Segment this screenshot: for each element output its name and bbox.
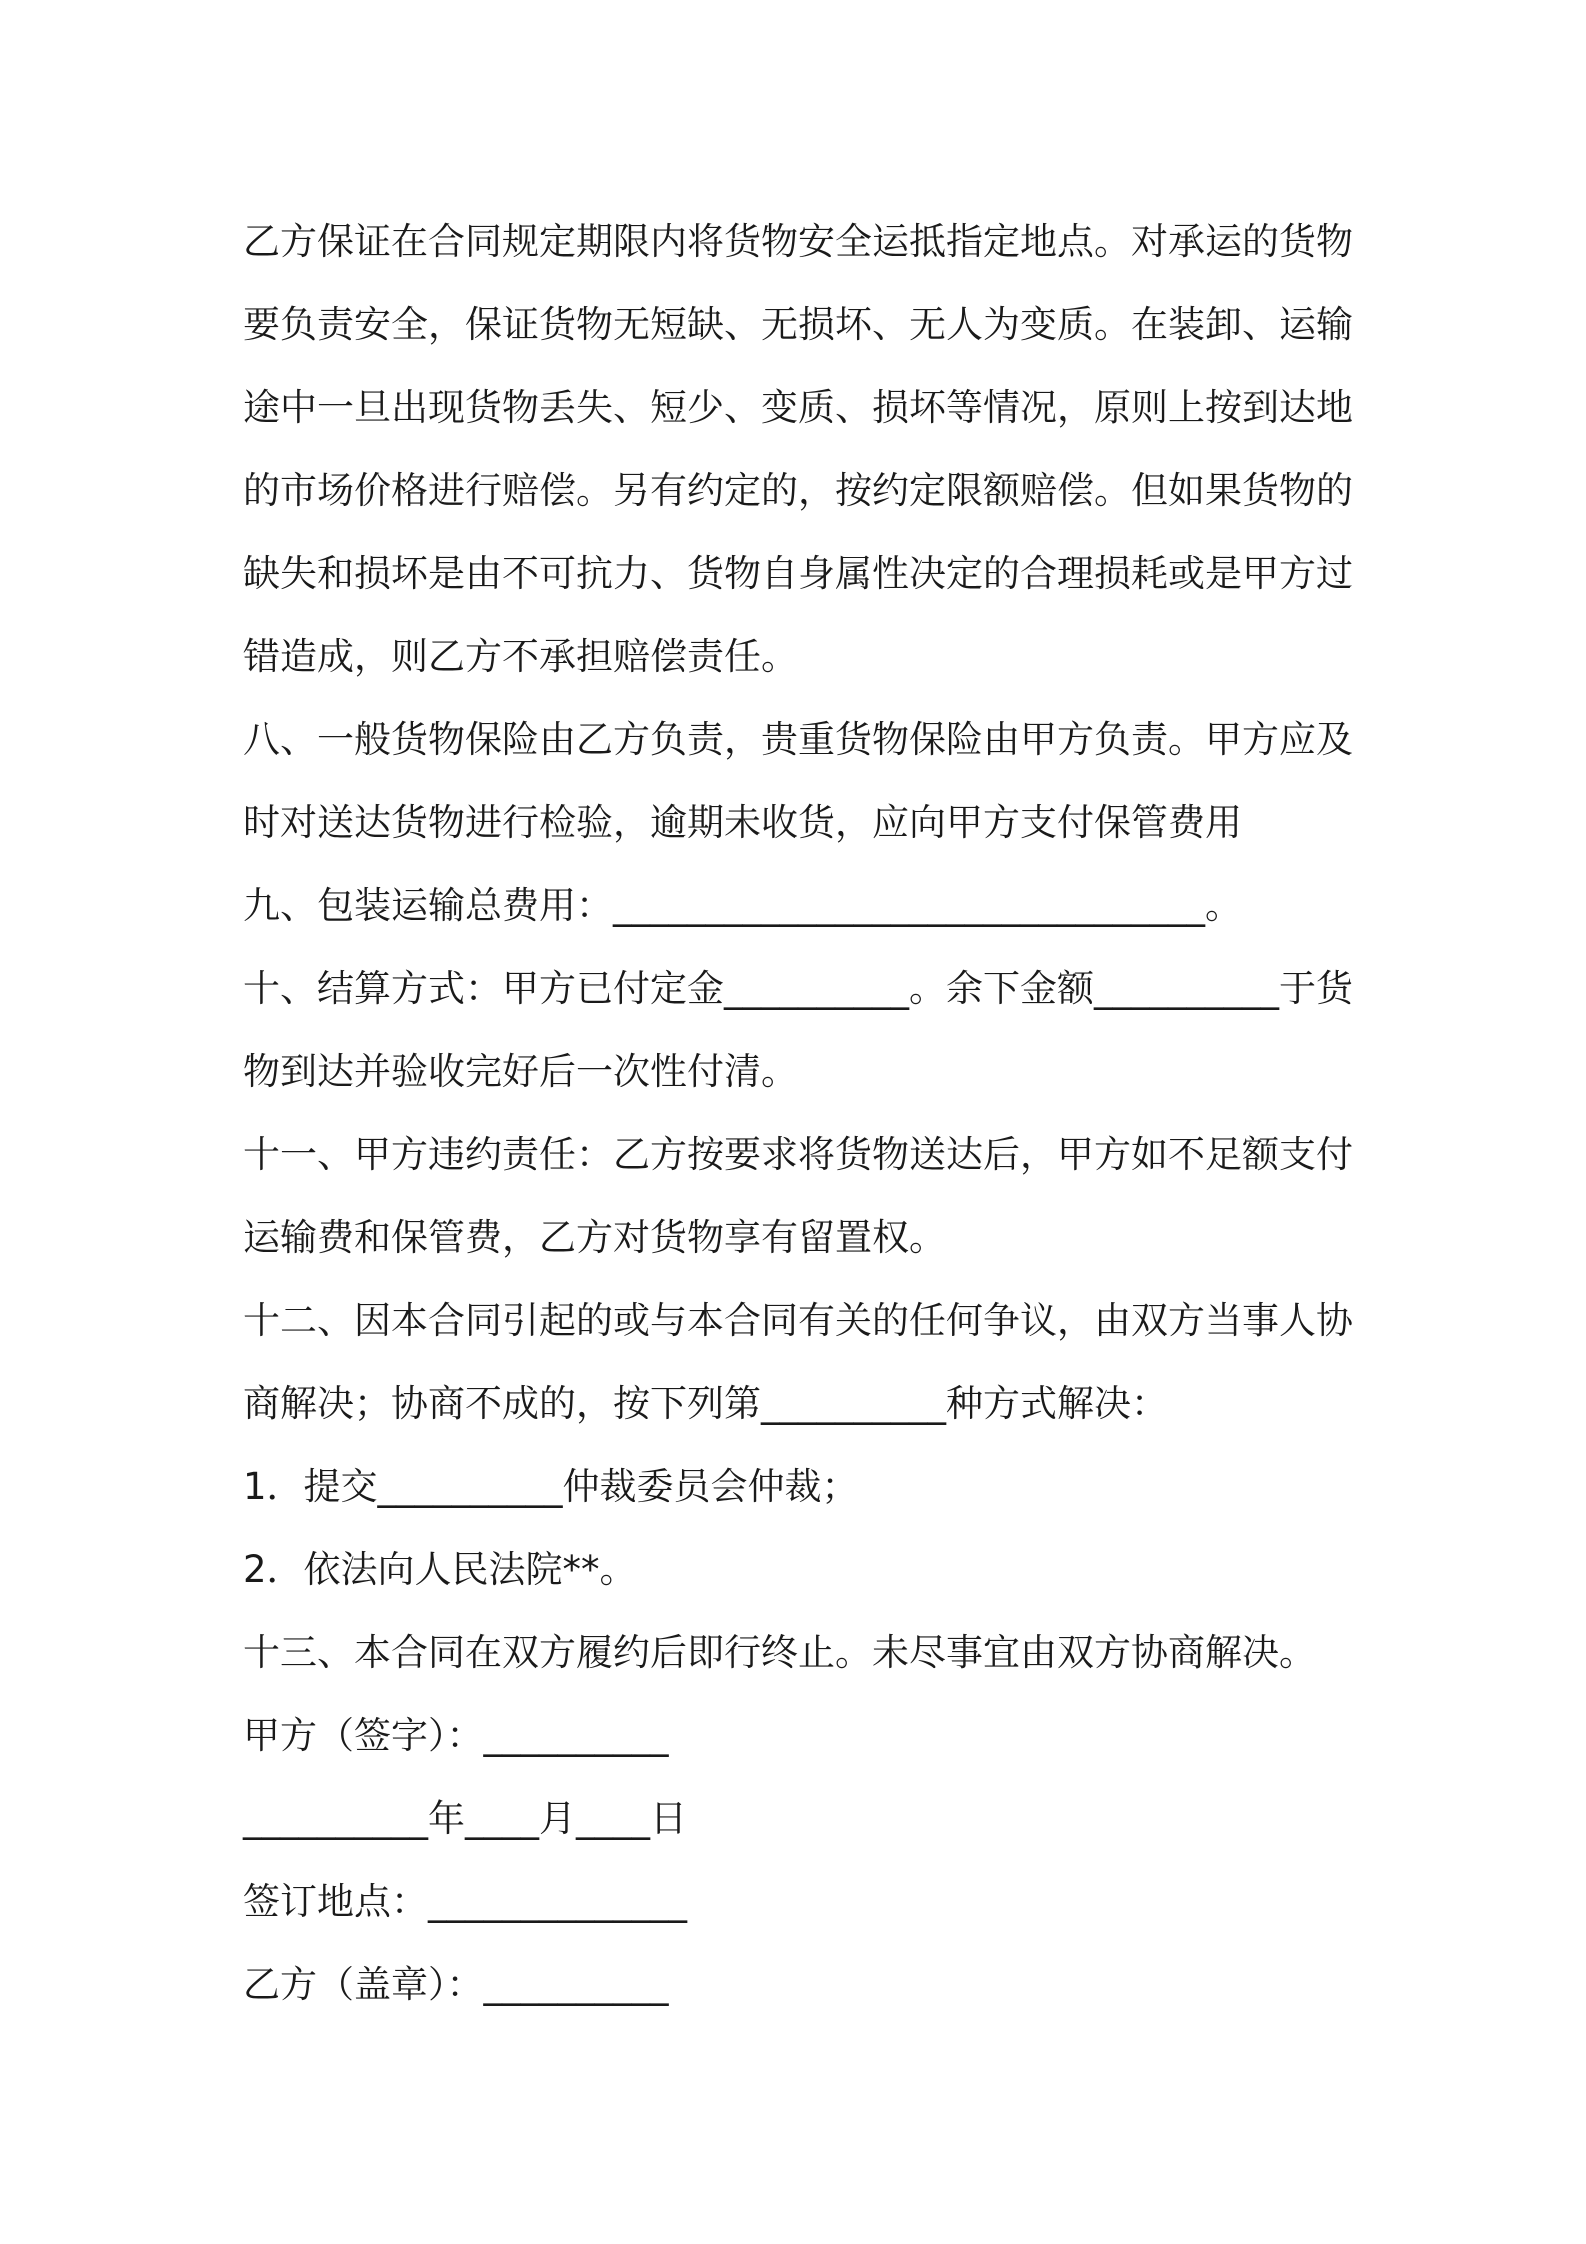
- paragraph-clause-8-insurance: 八、一般货物保险由乙方负责，贵重货物保险由甲方负责。甲方应及时对送达货物进行检验，逾期未收货，应向甲方支付保管费用: [243, 718, 1353, 844]
- paragraph-carrier-liability: 乙方保证在合同规定期限内将货物安全运抵指定地点。对承运的货物要负责安全，保证货物无短缺、无损坏、无人为变质。在装卸、运输途中一旦出现货物丢失、短少、变质、损坏等情况，原则上按到达地的市场价格进行赔偿。另有约定的，按约定限额赔偿。但如果货物的缺失和损坏是由不可抗力、货物自身属性决定的合理损耗或是甲方过错造成，则乙方不承担赔偿责任。: [243, 220, 1353, 678]
- contract-body: [243, 200, 1353, 2026]
- paragraph-clause-9-total-fee: 九、包装运输总费用：________________________________。: [243, 884, 1242, 927]
- paragraph-clause-13-termination: 十三、本合同在双方履约后即行终止。未尽事宜由双方协商解决。: [243, 1631, 1316, 1674]
- signature-date: __________年____月____日: [243, 1797, 687, 1840]
- paragraph-clause-12-dispute: 十二、因本合同引起的或与本合同有关的任何争议，由双方当事人协商解决；协商不成的，按下列第__________种方式解决：: [243, 1299, 1353, 1425]
- paragraph-dispute-option-1: 1．提交__________仲裁委员会仲裁；: [243, 1465, 859, 1508]
- paragraph-clause-11-breach: 十一、甲方违约责任：乙方按要求将货物送达后，甲方如不足额支付运输费和保管费，乙方对货物享有留置权。: [243, 1133, 1353, 1259]
- signing-location: 签订地点：______________: [243, 1880, 687, 1923]
- paragraph-dispute-option-2: 2．依法向人民法院**。: [243, 1548, 637, 1591]
- signature-party-b: 乙方（盖章）：__________: [243, 1963, 669, 2006]
- paragraph-clause-10-settlement: 十、结算方式：甲方已付定金__________。余下金额__________于货物到达并验收完好后一次性付清。: [243, 967, 1353, 1093]
- signature-party-a: 甲方（签字）：__________: [243, 1714, 669, 1757]
